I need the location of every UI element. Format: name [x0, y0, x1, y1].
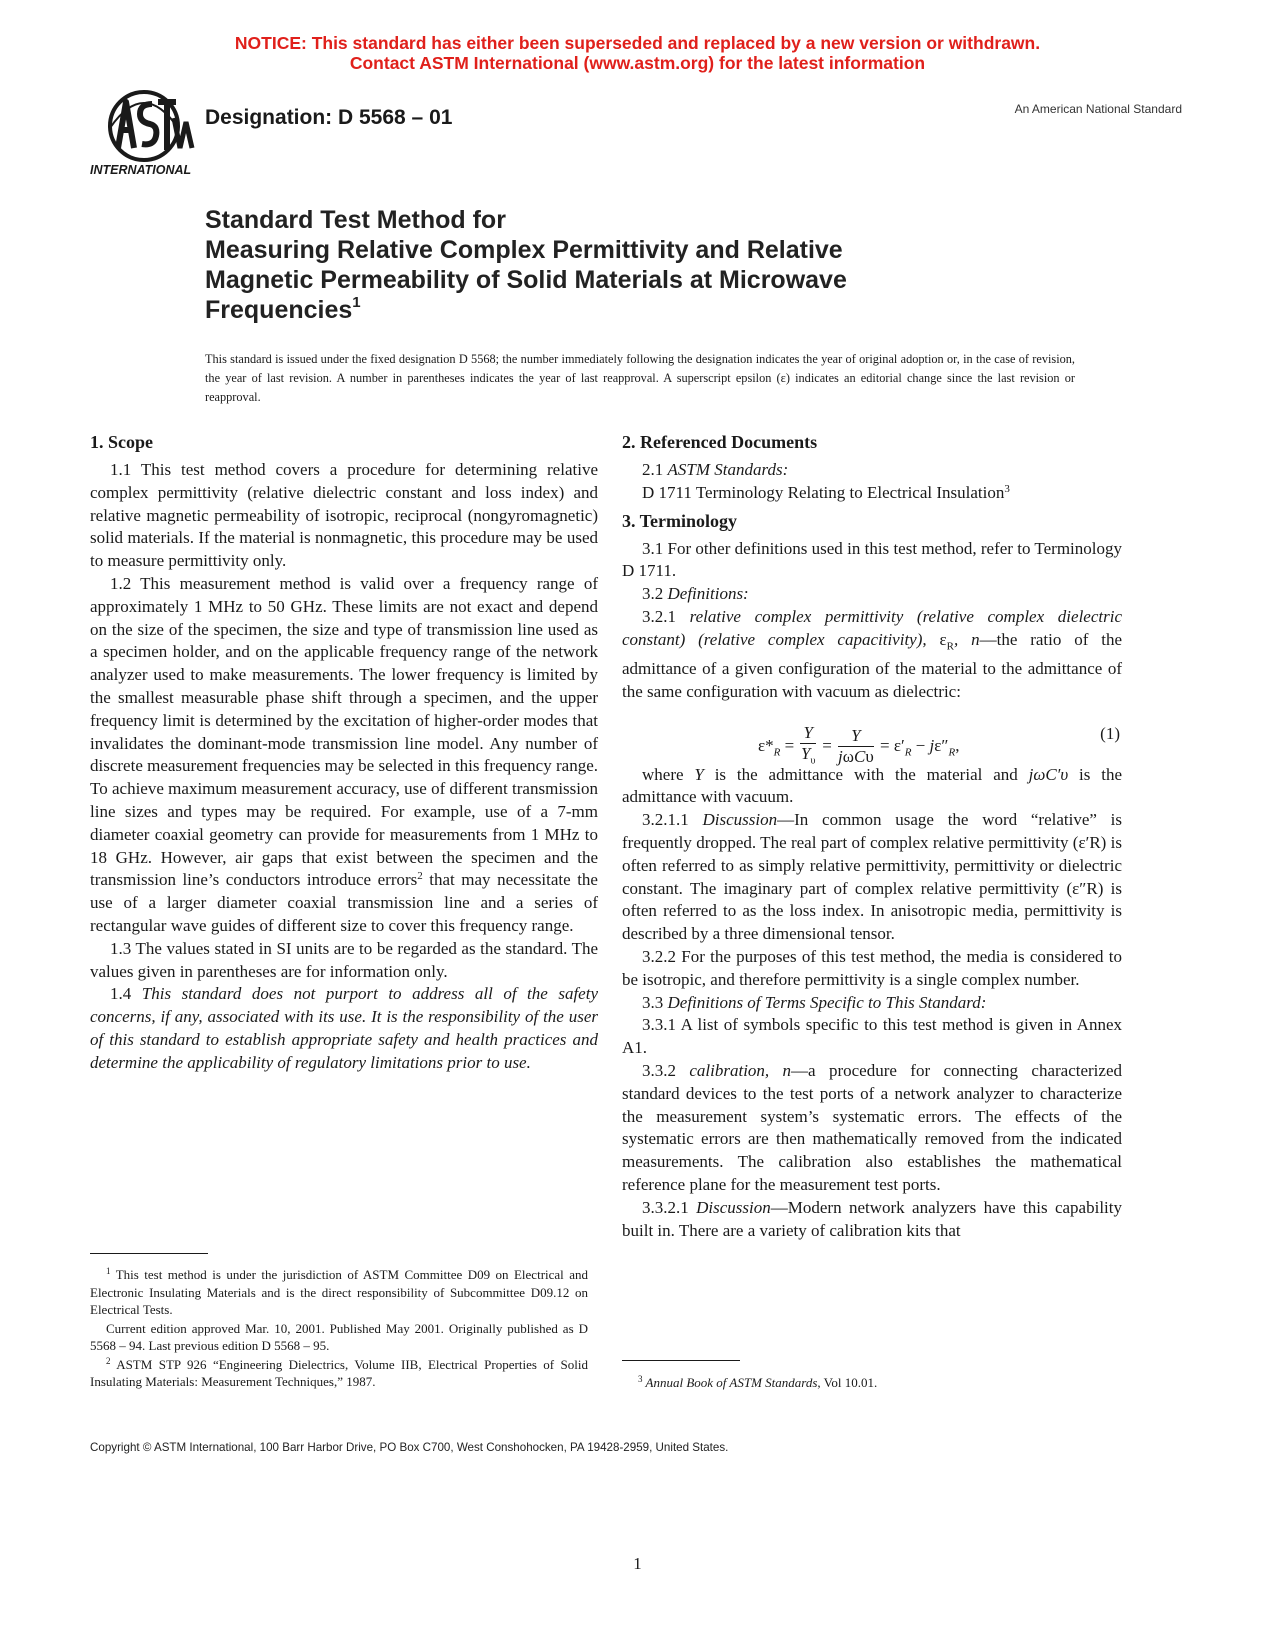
section-3-1: 3.1 For other definitions used in this test method, refer to Terminology D 1711.: [622, 538, 1122, 581]
where-jw: jωC′υ: [1028, 764, 1069, 784]
where-y: Y: [694, 764, 704, 784]
section-3-3-2-1: [622, 1197, 1122, 1243]
equation-1: [622, 704, 1122, 767]
scope-heading: 1. Scope: [90, 432, 153, 452]
section-3-3-2-1-label: Discussion: [696, 1197, 771, 1217]
footnote-2: [90, 1356, 588, 1391]
document-title: [205, 205, 1005, 325]
withdrawal-notice: [0, 33, 1275, 73]
footnote-3-mark: 3: [638, 1374, 643, 1384]
title-footnote-mark: 1: [352, 294, 361, 311]
footnote-ref-2: 2: [417, 870, 423, 883]
section-3-3-text: Definitions of Terms Specific to This Standard:: [667, 992, 987, 1012]
title-line-1: Standard Test Method for: [205, 206, 506, 234]
footnote-3-title: Annual Book of ASTM Standards: [642, 1375, 818, 1390]
section-2-1-num: 2.1: [642, 460, 668, 479]
section-3-2-1-1-text: —In common usage the word “relative” is frequently dropped. The real part of complex relative permittivity (ε′R) is often referred to as simply relative permittivity, permittivity or dielectric constant. The imaginary part of complex relative permittivity (ε″R) is often referred to as the loss index. In anisotropic media, permittivity is described by a three dimensional tensor.: [622, 810, 1123, 944]
section-3-3: [622, 992, 1122, 1015]
section-3-2-text: Definitions:: [667, 584, 749, 604]
where-a: where: [642, 764, 695, 784]
footnote-rule-right: [622, 1360, 740, 1361]
section-1-4-num: 1.4: [110, 984, 142, 1004]
footnote-2-mark: 2: [106, 1355, 111, 1366]
section-3-2-1-1: [622, 809, 1122, 946]
right-column: [622, 430, 1122, 1242]
footnote-2-text: ASTM STP 926 “Engineering Dielectrics, Volume IIB, Electrical Properties of Solid Insulating Materials: Measurement Techniques,” 1987.: [90, 1356, 588, 1389]
section-3-2-1-symbol: ε: [926, 629, 947, 649]
section-1-2-text-cont: that may necessitate the use of a larger diameter coaxial transmission line and a series of rectangular wave guides of different size to cover this frequency range.: [90, 870, 598, 935]
section-3-3-2: [622, 1060, 1122, 1197]
title-line-4-text: Frequencies: [205, 296, 353, 324]
section-1-2: [90, 573, 598, 938]
section-1-4-text: This standard does not purport to address all of the safety concerns, if any, associated with its use. It is the responsibility of the user of this standard to establish appropriate safety and health practices and determine the applicability of regulatory limitations prior to use.: [90, 984, 598, 1072]
title-line-4: [205, 295, 1005, 325]
section-3-3-2-num: 3.3.2: [642, 1060, 690, 1080]
section-1-4: [90, 983, 598, 1074]
section-3-2-1-n: , n: [953, 629, 980, 649]
designation: Designation: D 5568 – 01: [205, 106, 453, 129]
section-3-3-2-term: calibration, n: [689, 1060, 792, 1080]
reference-d1711: [622, 482, 1122, 505]
section-1-3: 1.3 The values stated in SI units are to be regarded as the standard. The values given in parentheses are for information only.: [90, 938, 598, 981]
equation-1-number: (1): [1100, 723, 1120, 743]
notice-line-2: Contact ASTM International (www.astm.org) for the latest information: [349, 53, 926, 73]
issue-note: This standard is issued under the fixed designation D 5568; the number immediately following the designation indicates the year of original adoption or, in the case of revision, the year of last revision. A number in parentheses indicates the year of last reapproval. A superscript epsilon (ε) indicates an editorial change since the last revision or reapproval.: [205, 352, 1075, 404]
section-3-2-1-num: 3.2.1: [642, 606, 690, 626]
section-3-3-1: 3.3.1 A list of symbols specific to this test method is given in Annex A1.: [622, 1015, 1122, 1058]
footnote-1: [90, 1266, 588, 1319]
section-3-3-2-1-text: —Modern network analyzers have this capability built in. There are a variety of calibration kits that: [622, 1197, 1122, 1240]
left-column: [90, 430, 598, 1075]
terminology-heading: 3. Terminology: [622, 510, 738, 531]
section-3-3-num: 3.3: [642, 992, 668, 1012]
astm-logo: [88, 88, 196, 180]
logo-text: INTERNATIONAL: [90, 163, 192, 177]
section-3-2: [622, 583, 1122, 606]
section-3-3-2-text: —a procedure for connecting characterized standard devices to the test ports of a network analyzer to characterize the measurement system’s systematic errors. The effects of the systematic errors are then mathematically removed from the indicated measurements. The calibration also establishes the mathematical reference plane for the measurement test ports.: [622, 1060, 1123, 1194]
section-3-2-1: [622, 606, 1122, 704]
notice-line-1: NOTICE: This standard has either been superseded and replaced by a new version or withdrawn.: [234, 33, 1041, 53]
section-3-3-2-1-num: 3.3.2.1: [642, 1197, 697, 1217]
section-2-1: [622, 459, 1122, 482]
footnote-1-text: This test method is under the jurisdiction of ASTM Committee D09 on Electrical and Electronic Insulating Materials and is the direct responsibility of Subcommittee D09.12 on Electrical Tests.: [90, 1267, 588, 1317]
copyright-line: Copyright © ASTM International, 100 Barr Harbor Drive, PO Box C700, West Conshohocken, PA 19428-2959, United States.: [90, 1441, 729, 1454]
reference-d1711-text: D 1711 Terminology Relating to Electrical Insulation: [642, 482, 1005, 502]
where-c: is the admittance with vacuum.: [622, 764, 1122, 807]
footnotes-left: [90, 1266, 588, 1392]
section-3-2-1-symbol-sub: R: [946, 640, 954, 653]
title-line-3: Magnetic Permeability of Solid Materials at Microwave: [205, 266, 847, 294]
section-3-2-num: 3.2: [642, 584, 668, 604]
referenced-documents-heading: 2. Referenced Documents: [622, 432, 818, 452]
section-3-2-1-term: relative complex permittivity (relative complex dielectric constant) (relative complex capacitivity),: [622, 606, 1122, 649]
section-1-1: 1.1 This test method covers a procedure for determining relative complex permittivity (relative dielectric constant and loss index) and relative magnetic permeability of isotropic, reciprocal (nongyromagnetic) solid materials. If the material is nonmagnetic, this procedure may be used to measure permittivity only.: [90, 460, 598, 571]
footnote-rule-left: [90, 1253, 208, 1254]
footnote-1-edition: Current edition approved Mar. 10, 2001. Published May 2001. Originally published as D 5568 – 94. Last previous edition D 5568 – 95.: [90, 1320, 588, 1353]
astm-logo-icon: [88, 88, 196, 180]
page-number: 1: [633, 1554, 642, 1573]
where-b: is the admittance with the material and: [703, 764, 1029, 784]
section-3-2-1-1-num: 3.2.1.1: [642, 810, 703, 830]
footnotes-right: [622, 1374, 1122, 1393]
section-3-2-1-1-label: Discussion: [702, 810, 778, 830]
section-3-2-1-text: —the ratio of the admittance of a given configuration of the material to the admittance of the same configuration with vacuum as dielectric:: [622, 629, 1123, 701]
american-national-standard-label: An American National Standard: [1014, 102, 1182, 116]
title-line-2: Measuring Relative Complex Permittivity and Relative: [205, 236, 843, 264]
section-2-1-text: ASTM Standards:: [667, 460, 789, 479]
footnote-1-mark: 1: [106, 1266, 111, 1276]
footnote-ref-3: 3: [1004, 482, 1010, 495]
section-3-2-2: 3.2.2 For the purposes of this test method, the media is considered to be isotropic, and therefore permittivity is a single complex number.: [622, 946, 1122, 989]
equation-1-body: $\varepsilon*_R$ = $\frac{Y}{Y_\upsilon}$ = Y jωCυ = $\varepsilon'_R - j\varepsilon''_R$,: [758, 722, 960, 767]
section-1-2-text: 1.2 This measurement method is valid over a frequency range of approximately 1 MHz to 50 GHz. These limits are not exact and depend on the size of the specimen, the size and type of transmission line used as a specimen holder, and on the applicable frequency range of the network analyzer used to make measurements. The lower frequency is limited by the smallest measurable phase shift through a specimen, and the upper frequency limit is determined by the excitation of higher-order modes that invalidates the dominant-mode transmission line model. Any number of discrete measurement frequencies may be selected in this frequency range. To achieve maximum measurement accuracy, use of different transmission line sizes and types may be required. For example, use of a 7-mm diameter coaxial geometry can provide for measurements from 1 MHz to 18 GHz. However, air gaps that exist between the specimen and the transmission line’s conductors introduce errors: [90, 573, 598, 890]
footnote-3: [622, 1374, 1122, 1392]
footnote-3-rest: , Vol 10.01.: [817, 1375, 878, 1390]
